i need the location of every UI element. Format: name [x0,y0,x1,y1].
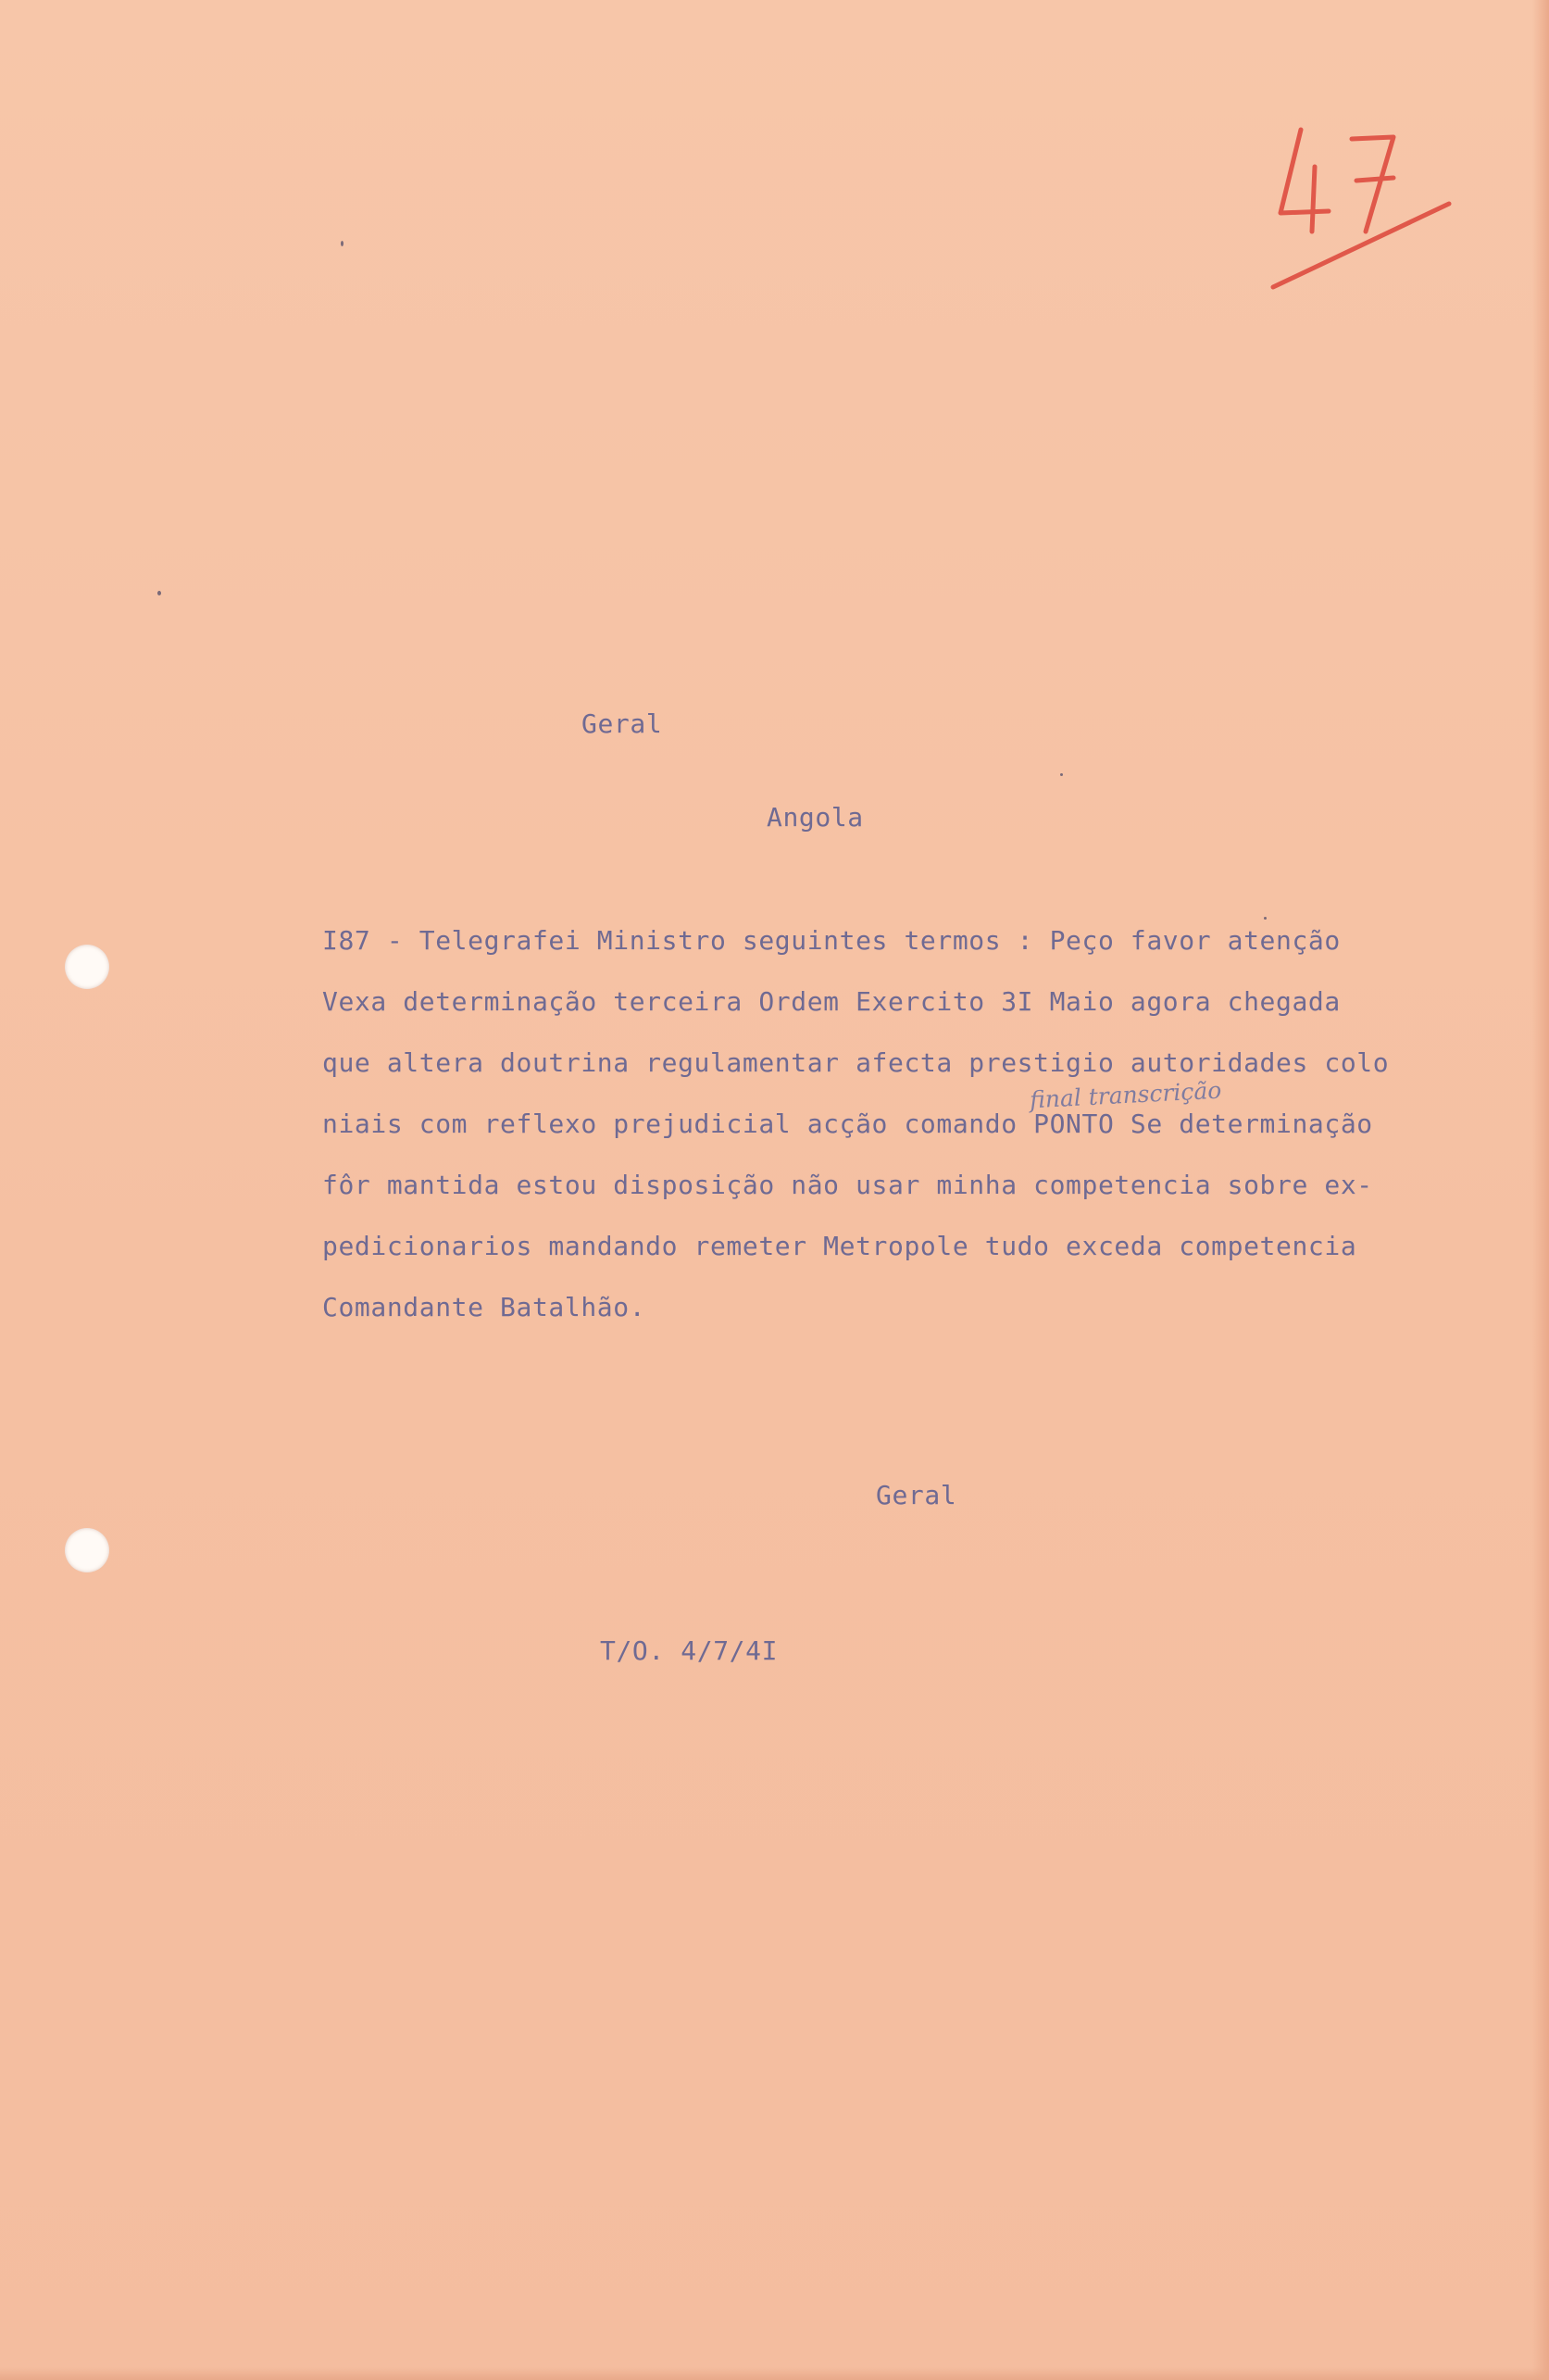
heading-geral: Geral [581,708,663,739]
paper-speck [157,591,161,595]
body-line: pedicionarios mandando remeter Metropole tudo exceda competencia [322,1231,1357,1261]
punch-hole-top [65,945,109,989]
paper-edge-bottom [0,2367,1549,2380]
body-line: fôr mantida estou disposição não usar minha competencia sobre ex- [322,1170,1373,1200]
handwritten-annotation: final transcrição [1029,1076,1222,1114]
heading-angola: Angola [767,802,864,833]
folio-number-mark [1264,111,1468,306]
paper-speck [1060,773,1063,776]
body-line: niais com reflexo prejudicial acção comando PONTO Se determinação [322,1109,1373,1139]
telegram-body [322,922,1526,1350]
body-line: Vexa determinação terceira Ordem Exercito 3I Maio agora chegada [322,986,1341,1017]
body-line: I87 - Telegrafei Ministro seguintes termos : Peço favor atenção [322,925,1341,956]
paper-speck [341,241,344,246]
punch-hole-bottom [65,1528,109,1572]
body-line: Comandante Batalhão. [322,1292,646,1322]
body-line: que altera doutrina regulamentar afecta prestigio autoridades colo [322,1047,1390,1078]
reference-code: T/O. 4/7/4I [600,1635,779,1666]
paper-speck [1264,917,1267,920]
signature-geral: Geral [876,1480,957,1510]
paper-edge-right [1532,0,1549,2380]
